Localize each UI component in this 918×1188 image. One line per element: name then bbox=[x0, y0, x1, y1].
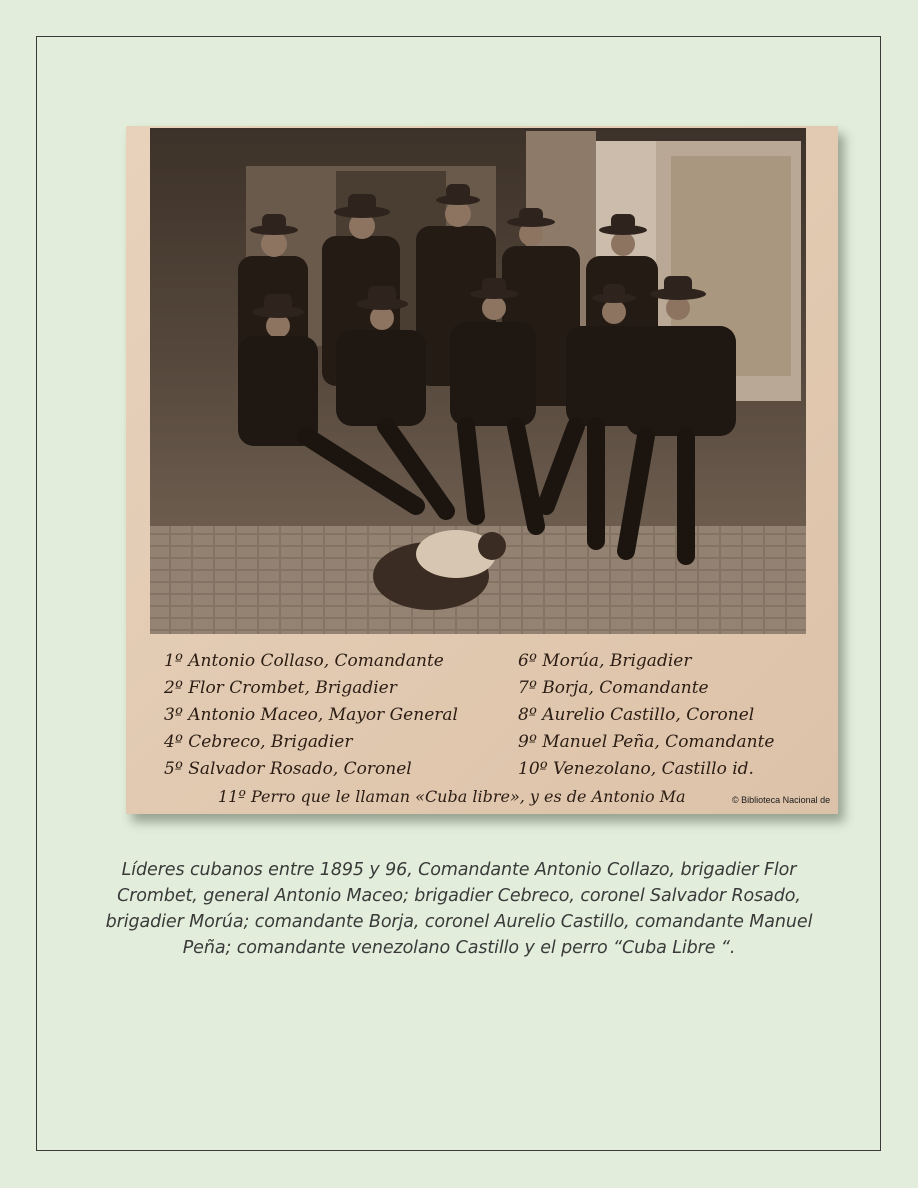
label-6: 6º Morúa, Brigadier bbox=[518, 651, 692, 671]
label-11: 11º Perro que le llaman «Cuba libre», y es de Antonio Ma bbox=[218, 787, 686, 806]
label-1: 1º Antonio Collaso, Comandante bbox=[164, 651, 444, 671]
historical-photo bbox=[126, 126, 838, 814]
label-9: 9º Manuel Peña, Comandante bbox=[518, 732, 775, 752]
label-8: 8º Aurelio Castillo, Coronel bbox=[518, 705, 755, 725]
label-7: 7º Borja, Comandante bbox=[518, 678, 709, 698]
label-4: 4º Cebreco, Brigadier bbox=[164, 732, 353, 752]
photo-caption: Líderes cubanos entre 1895 y 96, Comandante Antonio Collazo, brigadier Flor Crombet, general Antonio Maceo; brigadier Cebreco, coronel Salvador Rosado, brigadier Morúa; comandante Borja, coronel Aurelio Castillo, comandante Manuel Peña; comandante venezolano Castillo y el perro “Cuba Libre “. bbox=[105, 860, 813, 958]
label-3: 3º Antonio Maceo, Mayor General bbox=[164, 705, 458, 725]
label-5: 5º Salvador Rosado, Coronel bbox=[164, 759, 412, 779]
watermark: © Biblioteca Nacional de bbox=[732, 795, 831, 805]
photo-image bbox=[150, 128, 806, 634]
label-2: 2º Flor Crombet, Brigadier bbox=[164, 678, 397, 698]
label-10: 10º Venezolano, Castillo id. bbox=[518, 759, 754, 779]
